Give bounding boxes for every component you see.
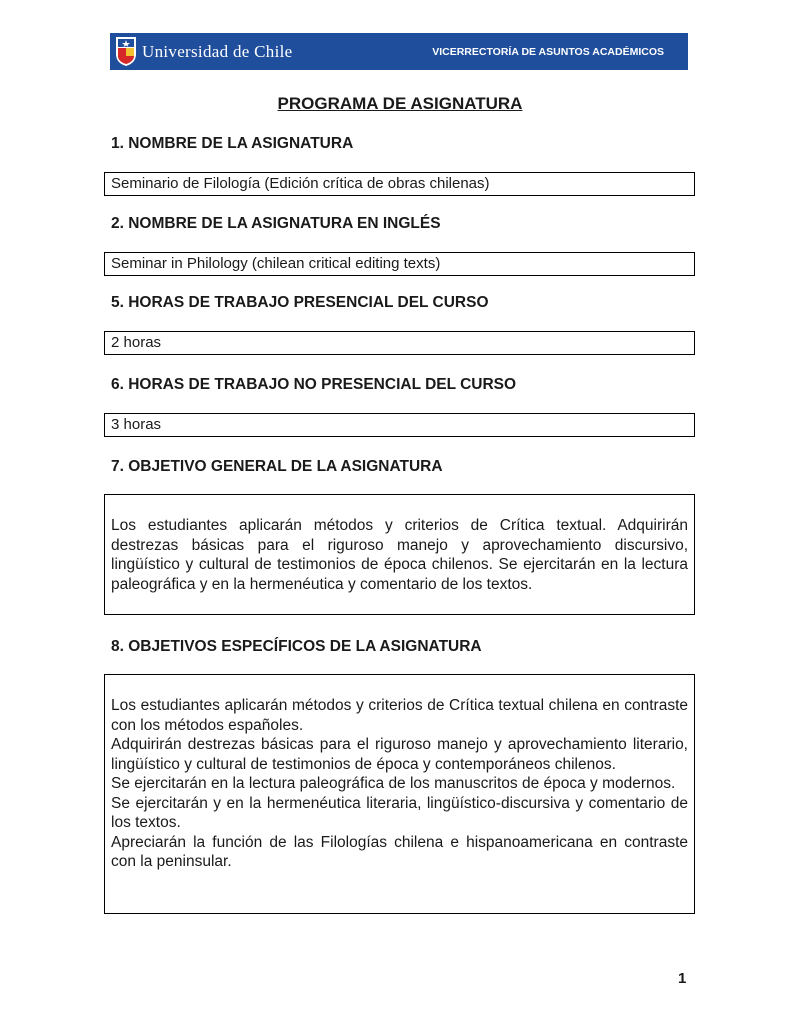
section-content: 2 horas <box>104 331 695 355</box>
paragraph: Los estudiantes aplicarán métodos y criterios de Crítica textual. Adquirirán destrezas básicas para el riguroso manejo y aprovechamiento discursivo, lingüístico y cultural de testimonios de época chilenos. Se ejercitarán en la lectura paleográfica y en la hermenéutica y comentario de los textos. <box>111 517 688 593</box>
page-number: 1 <box>678 970 687 987</box>
university-name: Universidad de Chile <box>142 42 293 61</box>
section-heading: 2. NOMBRE DE LA ASIGNATURA EN INGLÉS <box>111 215 441 232</box>
section-content <box>104 674 695 914</box>
section-content: Seminar in Philology (chilean critical editing texts) <box>104 252 695 276</box>
document-title: PROGRAMA DE ASIGNATURA <box>277 94 523 113</box>
paragraph: Apreciarán la función de las Filologías chilena e hispanoamericana en contraste con la peninsular. <box>111 833 688 870</box>
section-content <box>104 494 695 615</box>
office-name: VICERRECTORÍA DE ASUNTOS ACADÉMICOS <box>432 46 664 58</box>
paragraph: Se ejercitarán y en la hermenéutica literaria, lingüístico-discursiva y comentario de los textos. <box>111 794 688 831</box>
section-heading: 1. NOMBRE DE LA ASIGNATURA <box>111 135 354 152</box>
section-heading: 8. OBJETIVOS ESPECÍFICOS DE LA ASIGNATURA <box>111 638 482 655</box>
paragraph: Los estudiantes aplicarán métodos y criterios de Crítica textual chilena en contraste con los métodos españoles. <box>111 697 688 734</box>
section-heading: 7. OBJETIVO GENERAL DE LA ASIGNATURA <box>111 458 443 475</box>
section-content: Seminario de Filología (Edición crítica de obras chilenas) <box>104 172 695 196</box>
section-content: 3 horas <box>104 413 695 437</box>
university-crest-icon <box>115 36 137 67</box>
section-heading: 5. HORAS DE TRABAJO PRESENCIAL DEL CURSO <box>111 294 489 311</box>
paragraph: Se ejercitarán en la lectura paleográfica de los manuscritos de época y modernos. <box>111 775 676 792</box>
paragraph: Adquirirán destrezas básicas para el riguroso manejo y aprovechamiento literario, lingüístico y cultural de testimonios de época y contemporáneos chilenos. <box>111 736 688 773</box>
header-banner <box>110 33 688 70</box>
section-heading: 6. HORAS DE TRABAJO NO PRESENCIAL DEL CURSO <box>111 376 517 393</box>
